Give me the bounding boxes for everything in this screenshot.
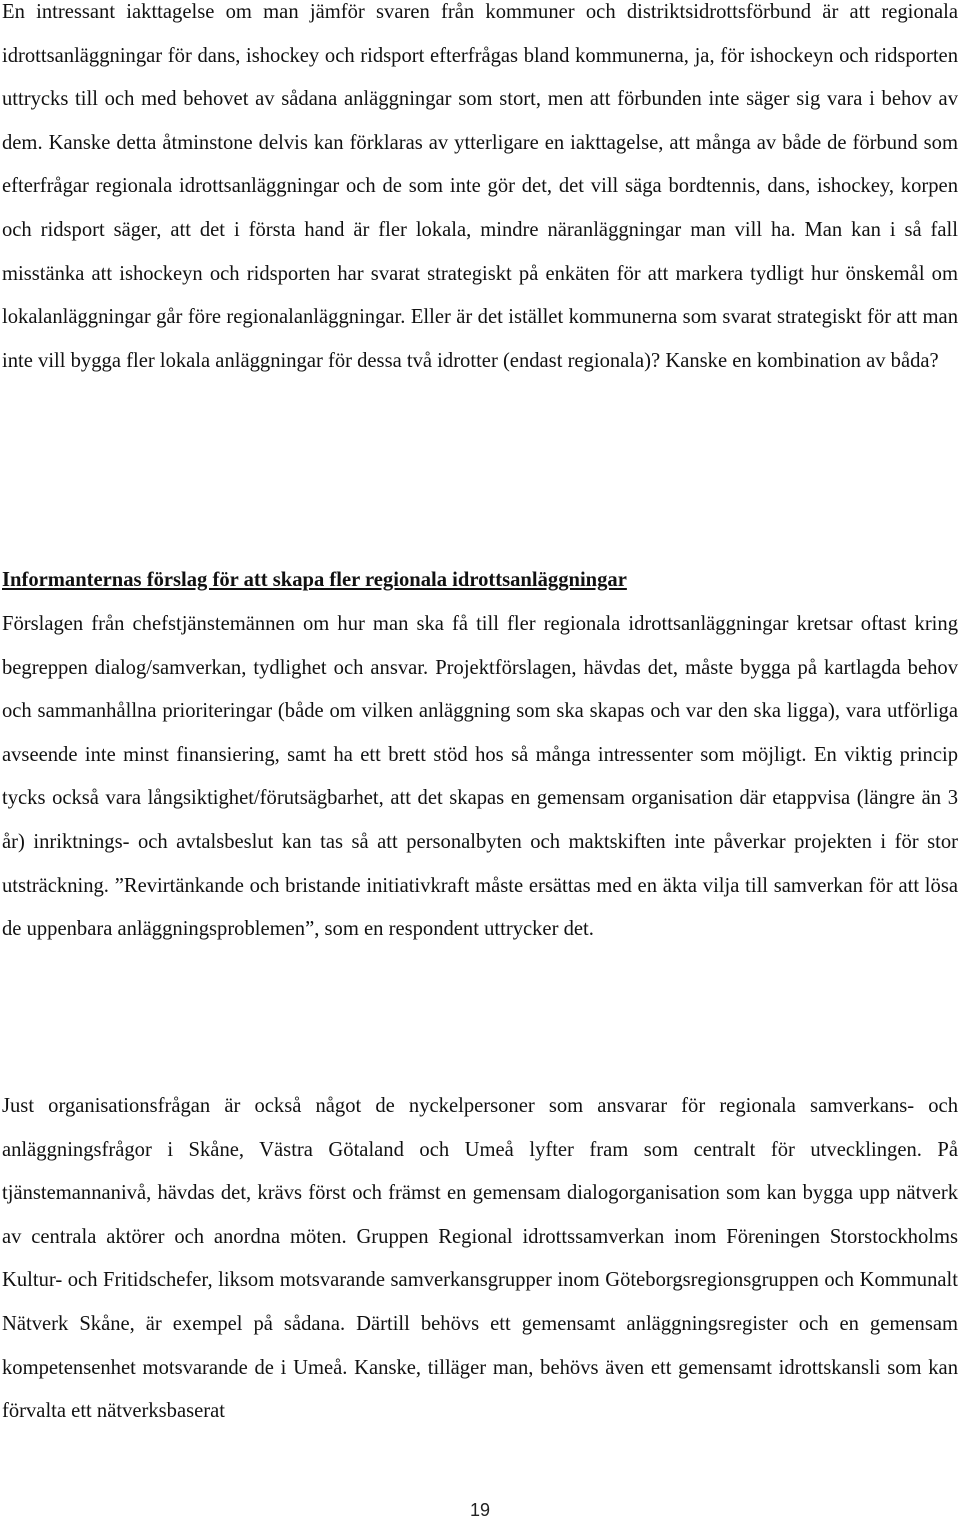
body-paragraph: Just organisationsfrågan är också något de nyckelpersoner som ansvarar för regionala samverkans- och anläggningsfrågor i Skåne, Västra Götaland och Umeå lyfter fram som centralt för utvecklingen. På tjänstemannanivå, hävdas det, krävs först och främst en gemensam dialogorganisation som kan bygga upp nätverk av centrala aktörer och anordna möten. Gruppen Regional idrottssamverkan inom Föreningen Storstockholms Kultur- och Fritidschefer, liksom motsvarande samverkansgrupper inom Göteborgsregionsgruppen och Kommunalt Nätverk Skåne, är exempel på sådana. Därtill behövs ett gemensamt anläggningsregister och en gemensam kompetensenhet motsvarande de i Umeå. Kanske, tilläger man, behövs även ett gemensamt idrottskansli som kan förvalta ett nätverksbaserat [2, 1095, 958, 1423]
section-heading: Informanternas förslag för att skapa fler regionala idrottsanläggningar [2, 569, 627, 591]
body-paragraph: Förslagen från chefstjänstemännen om hur man ska få till fler regionala idrottsanläggningar kretsar oftast kring begreppen dialog/samverkan, tydlighet och ansvar. Projektförslagen, hävdas det, måste bygga på kartlagda behov och sammanhållna prioriteringar (både om vilken anläggning som ska skapas och var den ska ligga), vara utförliga avseende inte minst finansiering, samt ha ett brett stöd hos så många intressenter som möjligt. En viktig princip tycks också vara långsiktighet/förutsägbarhet, att det skapas en gemensam organisation där etappvisa (längre än 3 år) inriktnings- och avtalsbeslut kan tas så att personalbyten och maktskiften inte påverkar projekten i för stor utsträckning. ”Revirtänkande och bristande initiativkraft måste ersättas med en äkta vilja till samverkan för att lösa de uppenbara anläggningsproblemen”, som en respondent uttrycker det. [2, 613, 958, 941]
body-paragraph: En intressant iakttagelse om man jämför svaren från kommuner och distriktsidrottsförbund är att regionala idrottsanläggningar för dans, ishockey och ridsport efterfrågas bland kommunerna, ja, för ishockeyn och ridsporten uttrycks till och med behovet av sådana anläggningar som stort, men att förbunden inte säger sig vara i behov av dem. Kanske detta åtminstone delvis kan förklaras av ytterligare en iakttagelse, att många av både de förbund som efterfrågar regionala idrottsanläggningar och de som inte gör det, det vill säga bordtennis, dans, ishockey, korpen och ridsport säger, att det i första hand är fler lokala, mindre näranläggningar man vill ha. Man kan i så fall misstänka att ishockeyn och ridsporten har svarat strategiskt på enkäten för att markera tydligt hur önskemål om lokalanläggningar går före regionalanläggningar. Eller är det istället kommunerna som svarat strategiskt för att man inte vill bygga fler lokala anläggningar för dessa två idrotter (endast regionala)? Kanske en kombination av båda? [2, 1, 958, 372]
page-number: 19 [469, 1500, 491, 1520]
